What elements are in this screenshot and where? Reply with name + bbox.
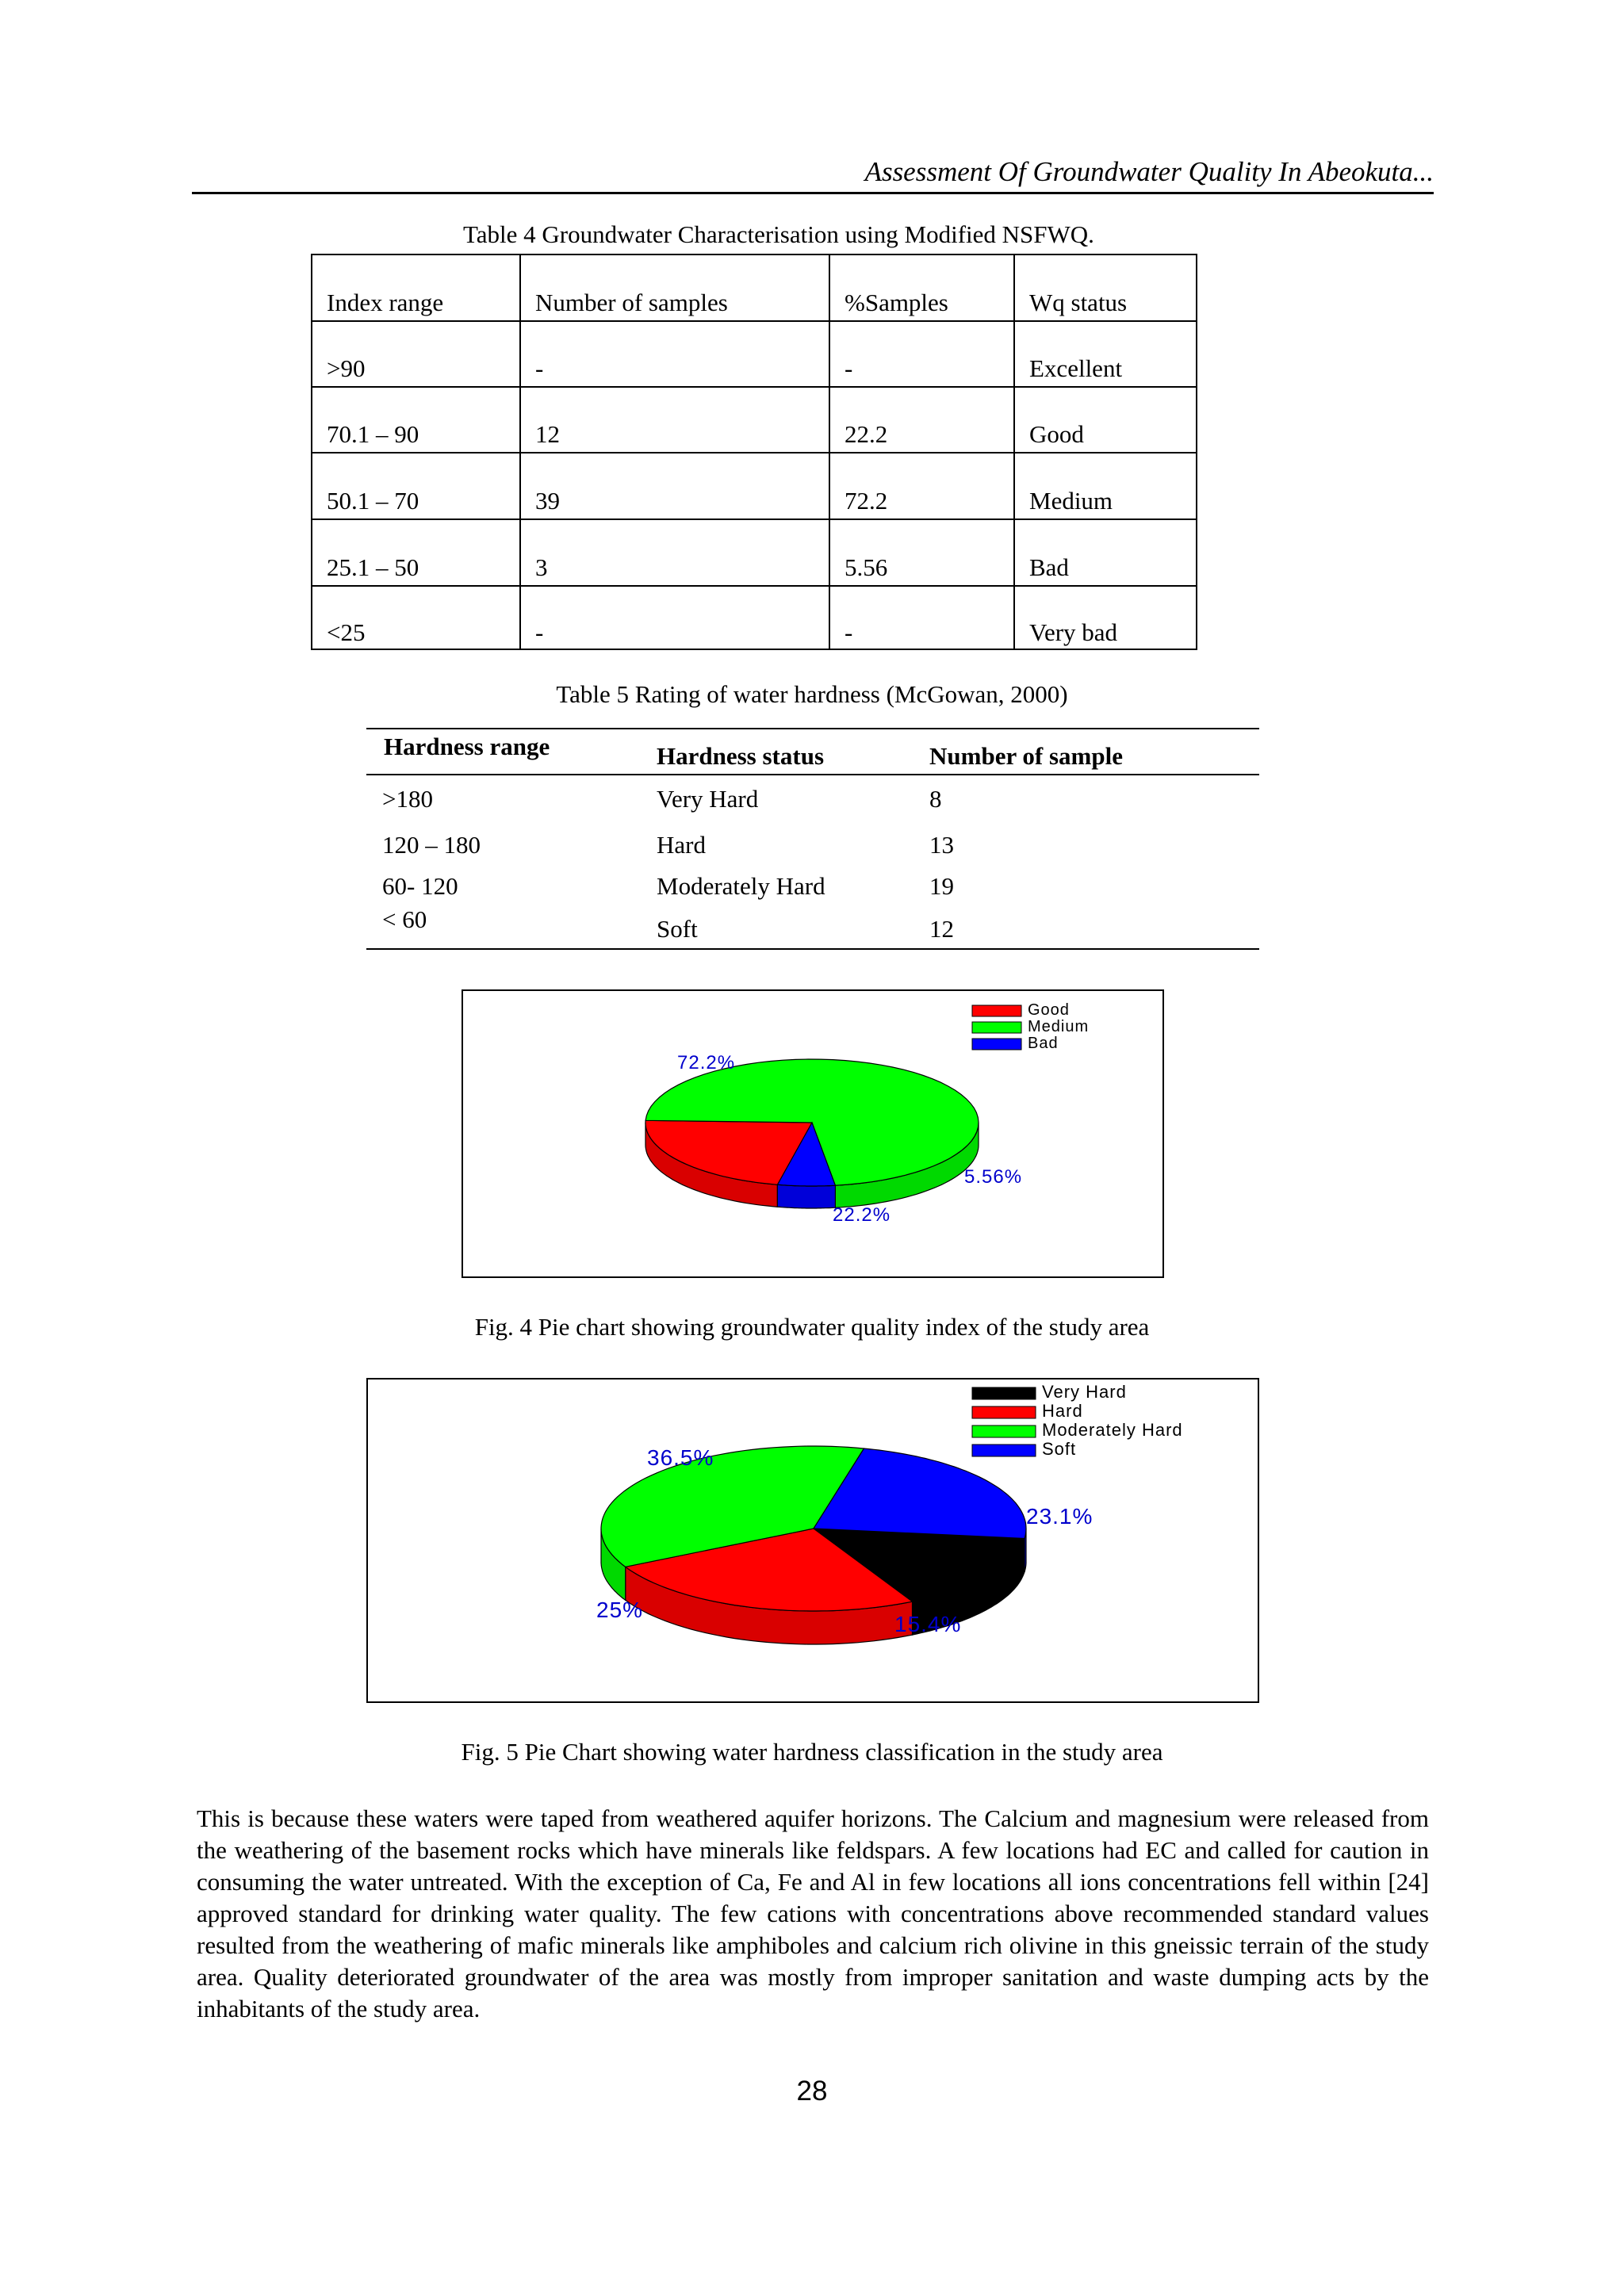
table-cell: Bad: [1029, 553, 1069, 581]
pie-data-label: 23.1%: [1026, 1504, 1094, 1529]
pie-data-label: 25%: [596, 1598, 644, 1622]
legend-label: Moderately Hard: [1042, 1420, 1183, 1440]
table-cell: 25.1 – 50: [312, 520, 521, 585]
pie-data-label: 5.56%: [964, 1166, 1023, 1188]
legend-label: Good: [1028, 1001, 1070, 1019]
fig4-caption: Fig. 4 Pie chart showing groundwater quality index of the study area: [474, 1313, 1150, 1341]
legend-swatch: [972, 1445, 1036, 1456]
table-cell: 22.2: [830, 388, 1015, 452]
fig5-pie-svg: [368, 1380, 1261, 1705]
table-cell: 13: [929, 831, 954, 859]
table-cell: -: [830, 587, 1015, 650]
pie-data-label: 22.2%: [833, 1204, 891, 1226]
table4-caption: Table 4 Groundwater Characterisation using Modified NSFWQ.: [463, 220, 1094, 248]
table-cell: Medium: [1029, 487, 1113, 515]
table-cell: 3: [521, 520, 830, 585]
table5-header-cell: Hardness range: [384, 733, 550, 760]
table-cell: 39: [521, 453, 830, 519]
fig4-pie-chart: [462, 989, 1164, 1278]
legend-swatch: [972, 1387, 1036, 1399]
fig5-caption: Fig. 5 Pie Chart showing water hardness classification in the study area: [461, 1738, 1163, 1766]
legend-swatch: [972, 1039, 1021, 1050]
table-cell: Excellent: [1029, 354, 1123, 382]
table4-header-cell: Number of samples: [521, 255, 830, 320]
table-cell: 19: [929, 872, 954, 900]
chart-legend: [972, 1382, 1183, 1459]
table-cell: -: [521, 322, 830, 386]
table5-header-cell: Number of sample: [929, 742, 1123, 770]
chart-legend: [972, 1001, 1089, 1052]
legend-label: Bad: [1028, 1035, 1059, 1052]
table-cell: Very Hard: [657, 785, 759, 813]
table-row: [312, 322, 1196, 388]
table-row: [312, 453, 1196, 520]
table5-header-cell: Hardness status: [657, 742, 825, 770]
legend-swatch: [972, 1406, 1036, 1418]
table-cell: Very bad: [1029, 618, 1118, 646]
table-row: [312, 520, 1196, 587]
table-cell: 70.1 – 90: [312, 388, 521, 452]
legend-label: Soft: [1042, 1439, 1077, 1459]
pie-top-slices: [645, 1059, 979, 1186]
table-cell: Good: [1029, 420, 1084, 448]
table-cell: < 60: [382, 905, 427, 933]
table-cell: 72.2: [830, 453, 1015, 519]
legend-label: Very Hard: [1042, 1382, 1127, 1402]
table-cell: <25: [312, 587, 521, 650]
table5-caption: Table 5 Rating of water hardness (McGowan, 2000): [556, 680, 1068, 708]
table4: [311, 254, 1197, 650]
table-row: [312, 587, 1196, 650]
table4-header-cell: Wq status: [1029, 289, 1128, 316]
table-cell: Soft: [657, 915, 698, 943]
running-head: Assessment Of Groundwater Quality In Abeokuta...: [192, 152, 1434, 194]
table5-header-rule: [366, 774, 1259, 775]
table-cell: 5.56: [830, 520, 1015, 585]
table-cell: Hard: [657, 831, 706, 859]
body-paragraph: This is because these waters were taped from weathered aquifer horizons. The Calcium and magnesium were released from the weathering of the basement rocks which have minerals like feldspars. A few locations had EC and called for caution in consuming the water untreated. With the exception of Ca, Fe and Al in few locations all ions concentrations fell within [24] approved standard for drinking water quality. The few cations with concentrations above recommended standard values resulted from the weathering of mafic minerals like amphiboles and calcium rich olivine in this gneissic terrain of the study area. Quality deteriorated groundwater of the area was mostly from improper sanitation and waste dumping acts by the inhabitants of the study area.: [197, 1804, 1429, 2022]
legend-swatch: [972, 1022, 1021, 1033]
table4-header-cell: Index range: [312, 255, 521, 320]
pie-data-label: 15.4%: [894, 1612, 962, 1636]
fig5-pie-chart: [366, 1378, 1259, 1703]
table5: [366, 728, 1259, 950]
legend-swatch: [972, 1005, 1021, 1016]
table-cell: Moderately Hard: [657, 872, 825, 900]
table-cell: >90: [312, 322, 521, 386]
table-cell: 120 – 180: [382, 831, 481, 859]
pie-top-slices: [601, 1446, 1026, 1611]
table4-header-row: [312, 255, 1196, 322]
table5-bottom-rule: [366, 948, 1259, 950]
table-row: [312, 388, 1196, 453]
table-cell: 60- 120: [382, 872, 458, 900]
table5-top-rule: [366, 728, 1259, 729]
table-cell: 8: [929, 785, 942, 813]
pie-side-bad: [777, 1184, 835, 1208]
pie-data-label: 36.5%: [647, 1445, 714, 1470]
table-cell: -: [830, 322, 1015, 386]
table-cell: >180: [382, 785, 433, 813]
legend-swatch: [972, 1425, 1036, 1437]
table-cell: 50.1 – 70: [312, 453, 521, 519]
table-cell: 12: [521, 388, 830, 452]
table4-header-cell: %Samples: [830, 255, 1015, 320]
table-cell: 12: [929, 915, 954, 943]
pie-data-label: 72.2%: [677, 1052, 736, 1073]
legend-label: Hard: [1042, 1401, 1083, 1421]
legend-label: Medium: [1028, 1018, 1090, 1035]
fig4-pie-svg: [463, 991, 1166, 1280]
page-number: 28: [796, 2076, 828, 2107]
table-cell: -: [521, 587, 830, 650]
